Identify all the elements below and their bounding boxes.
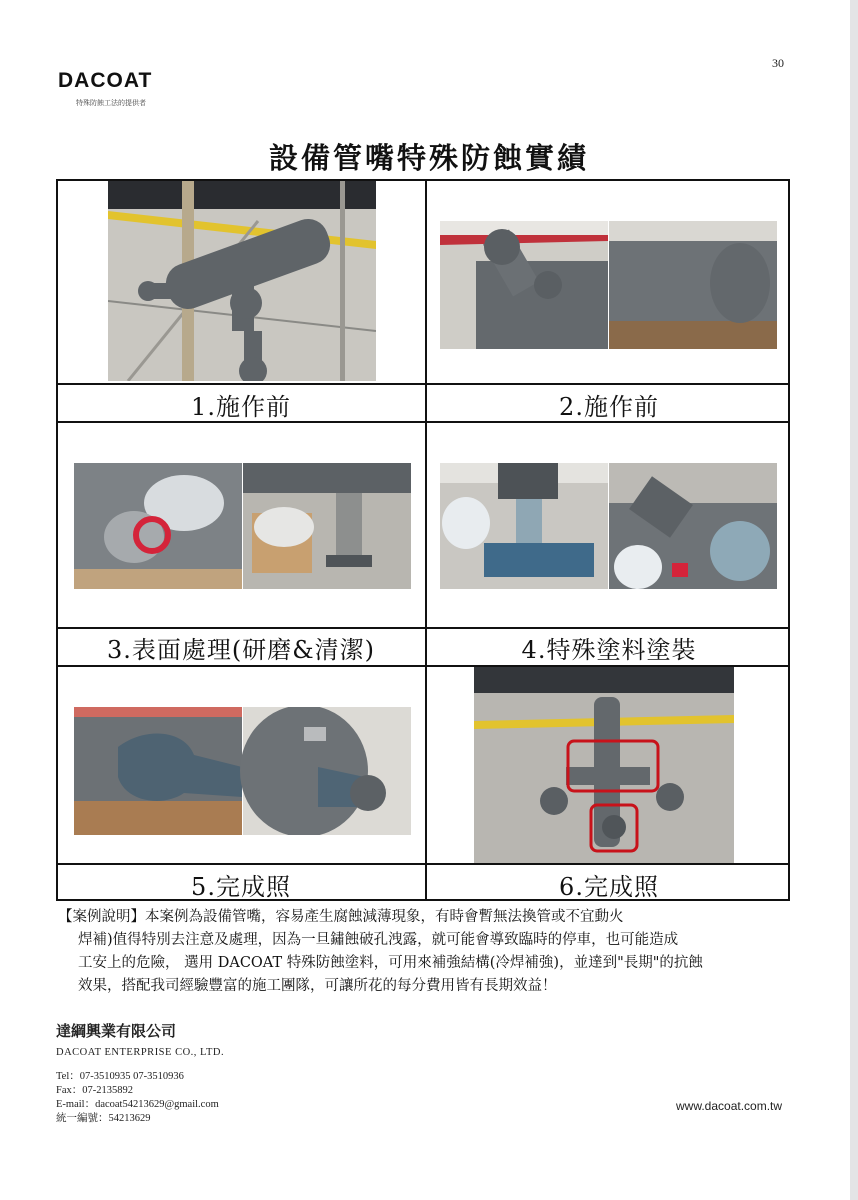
logo-tagline: 特殊防蝕工法的提供者 <box>76 99 146 107</box>
description-line: 工安上的危險， 選用 DACOAT 特殊防蝕塗料，可用來補強結構(冷焊補強)，並達到"長期"的抗蝕 <box>78 955 703 971</box>
logo-wordmark: DACOAT <box>58 69 153 92</box>
logo <box>58 70 152 108</box>
page-title: 設備管嘴特殊防蝕實績 <box>268 141 589 175</box>
caption-step-4: 4.特殊塗料塗裝 <box>521 636 697 664</box>
company-email: E-mail：dacoat54213629@gmail.com <box>56 1099 219 1110</box>
photo-grid <box>56 179 790 901</box>
photo-step-2 <box>440 221 777 349</box>
company-tax-id: 統一編號：54213629 <box>56 1113 151 1124</box>
caption-step-6: 6.完成照 <box>559 873 659 901</box>
photo-step-4 <box>440 463 777 589</box>
grid-divider <box>58 627 788 629</box>
description-line: 【案例說明】本案例為設備管嘴，容易產生腐蝕減薄現象，有時會暫無法換管或不宜動火 <box>58 909 624 925</box>
company-name: 達綱興業有限公司 <box>56 1022 177 1040</box>
photo-step-5 <box>74 707 411 835</box>
company-tel: Tel：07-3510935 07-3510936 <box>56 1071 184 1082</box>
company-fax: Fax：07-2135892 <box>56 1085 133 1096</box>
description-line: 效果，搭配我司經驗豐富的施工團隊，可讓所花的每分費用皆有長期效益！ <box>78 978 557 994</box>
caption-step-2: 2.施作前 <box>559 393 659 421</box>
grid-divider-vertical <box>425 181 427 899</box>
photo-step-1 <box>108 181 376 381</box>
grid-divider <box>58 863 788 865</box>
photo-step-6 <box>474 667 734 863</box>
page-edge <box>850 0 858 1200</box>
photo-step-3 <box>74 463 411 589</box>
caption-step-3: 3.表面處理(研磨&清潔) <box>107 636 375 664</box>
company-website: www.dacoat.com.tw <box>676 1099 783 1113</box>
caption-step-1: 1.施作前 <box>191 393 291 421</box>
case-description <box>58 906 798 998</box>
page-number: 30 <box>772 56 784 70</box>
company-english-name: DACOAT ENTERPRISE CO., LTD. <box>56 1047 225 1058</box>
description-line: 焊補)值得特別去注意及處理，因為一旦鏽蝕破孔洩露，就可能會導致臨時的停車，也可能造成 <box>78 932 679 948</box>
grid-divider <box>58 383 788 385</box>
company-info <box>56 1020 224 1126</box>
caption-step-5: 5.完成照 <box>191 873 291 901</box>
